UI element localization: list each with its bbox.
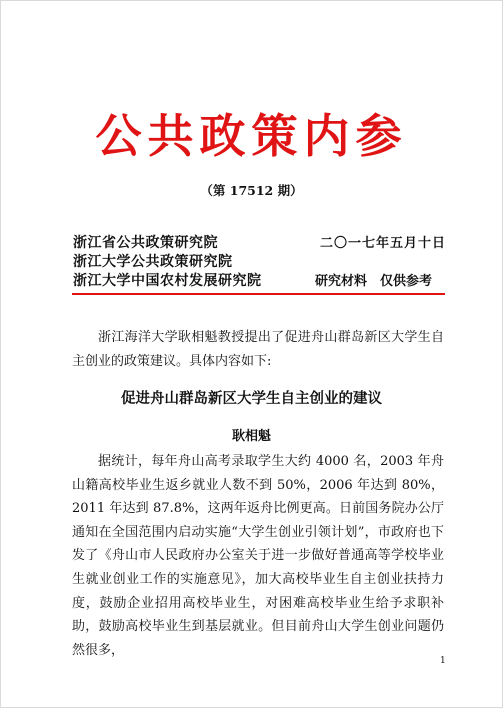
header-divider	[72, 293, 445, 295]
institution-3: 浙江大学中国农村发展研究院	[73, 273, 262, 289]
institution-1: 浙江省公共政策研究院	[73, 235, 218, 251]
intro-paragraph: 浙江海洋大学耿相魁教授提出了促进舟山群岛新区大学生自主创业的政策建议。具体内容如下:	[72, 330, 444, 369]
article-title: 促进舟山群岛新区大学生自主创业的建议	[121, 391, 382, 407]
article-author: 耿相魁	[231, 429, 271, 444]
reference-note: 研究材料 仅供参考	[315, 274, 433, 289]
page-number: 1	[440, 656, 446, 666]
masthead-title: 公共政策内参	[95, 109, 408, 163]
issue-number: （第 17512 期）	[200, 183, 303, 198]
publish-date: 二〇一七年五月十日	[320, 236, 447, 251]
article-body: 据统计，每年舟山高考录取学生大约 4000 名，2003 年舟山籍高校毕业生返乡就业人数不到 50%，2006 年达到 80%，2011 年达到 87.8%，这两年返舟比例更高。日前国务院办公厅通知在全国范围内启动实施“大学生创业引领计划”，市政府也下发了《舟山市人民政府办公室关于进一步做好普通高等学校毕业生就业创业工作的实施意见》，加大高校毕业生自主创业扶持力度，鼓励企业招用高校毕业生，对困难高校毕业生给予求职补助，鼓励高校毕业生到基层就业。但目前舟山大学生创业问题仍然很多，	[72, 454, 444, 658]
institution-2: 浙江大学公共政策研究院	[73, 254, 233, 270]
